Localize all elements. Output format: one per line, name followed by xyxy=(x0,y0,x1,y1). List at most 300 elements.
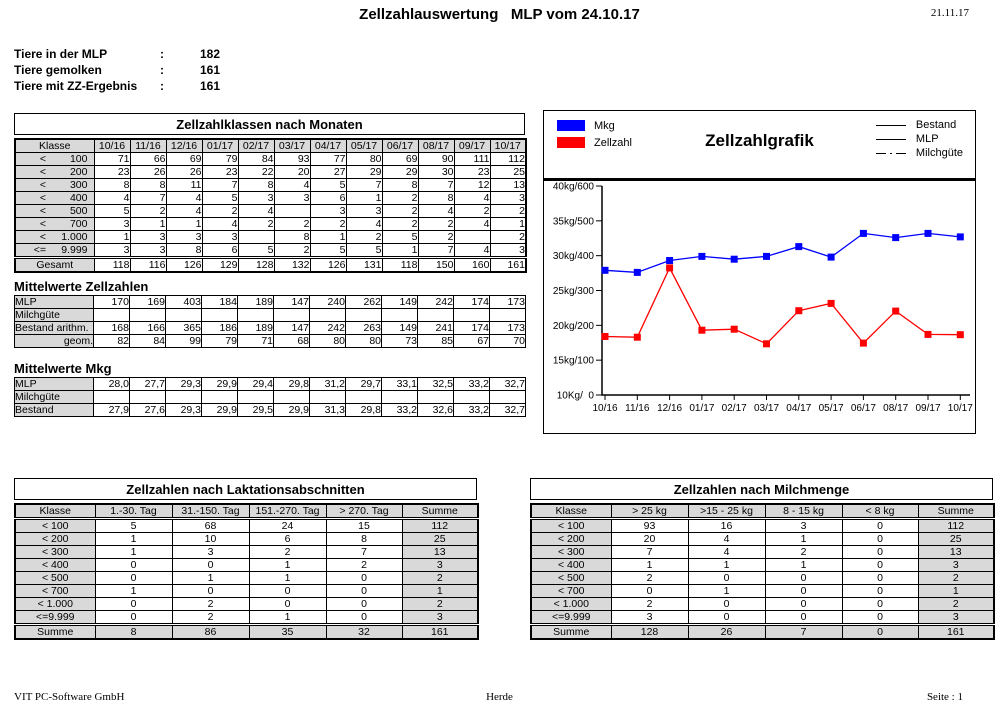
count-cell: 0 xyxy=(95,598,172,611)
count-cell: 2 xyxy=(172,598,249,611)
summary-value: 161 xyxy=(199,79,220,93)
count-cell: 2 xyxy=(326,559,402,572)
x-axis-tick-label: 05/17 xyxy=(818,403,844,414)
value-cell: 70 xyxy=(490,335,526,348)
count-cell: 0 xyxy=(95,572,172,585)
value-cell: 169 xyxy=(130,296,166,309)
legend-item xyxy=(876,146,963,160)
sum-cell: 25 xyxy=(918,533,994,546)
count-cell: 1 xyxy=(346,192,382,205)
count-cell xyxy=(274,205,310,218)
milk-table-title: Zellzahlen nach Milchmenge xyxy=(530,478,993,500)
total-cell: 160 xyxy=(454,258,490,273)
value-cell: 33,1 xyxy=(382,378,418,391)
count-cell: 3 xyxy=(238,192,274,205)
count-cell: 5 xyxy=(346,244,382,258)
value-cell: 33,2 xyxy=(454,404,490,417)
total-cell: 126 xyxy=(310,258,346,273)
legend-line-sample xyxy=(876,153,906,154)
count-cell: 0 xyxy=(249,598,326,611)
class-data-row xyxy=(15,611,478,625)
months-data-row xyxy=(15,153,526,166)
count-cell: 2 xyxy=(202,205,238,218)
klasse-value: 1.000 xyxy=(61,231,88,243)
mittelwerte-zellzahlen-table xyxy=(14,295,526,348)
months-data-row xyxy=(15,205,526,218)
klasse-value: 9.999 xyxy=(61,244,88,256)
count-cell: 0 xyxy=(172,559,249,572)
mittelwerte-mkg-section xyxy=(14,361,525,417)
count-cell: 0 xyxy=(842,546,918,559)
legend-label: Milchgüte xyxy=(915,147,963,159)
klasse-cell: < 200 xyxy=(531,533,611,546)
count-cell: 6 xyxy=(202,244,238,258)
value-cell xyxy=(202,391,238,404)
mittelwerte-row xyxy=(15,335,526,348)
x-axis-tick-label: 06/17 xyxy=(850,403,876,414)
sum-cell: 112 xyxy=(402,519,478,533)
count-cell: 23 xyxy=(94,166,130,179)
sum-cell: 3 xyxy=(402,611,478,625)
sum-cell: 13 xyxy=(918,546,994,559)
value-cell: 29,5 xyxy=(238,404,274,417)
class-data-row xyxy=(531,519,994,533)
y-axis-tick-label: 40kg/600 xyxy=(552,181,594,193)
count-cell: 23 xyxy=(454,166,490,179)
count-cell: 0 xyxy=(326,598,402,611)
count-cell: 2 xyxy=(454,205,490,218)
y-axis-tick-label: 30kg/400 xyxy=(552,251,594,263)
series-marker-mkg xyxy=(763,253,770,260)
column-header: 151.-270. Tag xyxy=(249,504,326,519)
klasse-cell xyxy=(15,218,94,231)
value-cell xyxy=(454,391,490,404)
value-cell: 80 xyxy=(310,335,346,348)
klasse-operator: < xyxy=(39,218,46,230)
value-cell xyxy=(94,309,130,322)
footer-report-name: Herde xyxy=(486,691,513,703)
series-marker-zellzahl xyxy=(957,331,964,338)
value-cell: 262 xyxy=(346,296,382,309)
month-column-header: 10/17 xyxy=(490,139,526,153)
count-cell: 4 xyxy=(454,244,490,258)
value-cell: 170 xyxy=(94,296,130,309)
months-table xyxy=(14,138,527,273)
value-cell: 71 xyxy=(238,335,274,348)
x-axis-tick-label: 04/17 xyxy=(786,403,812,414)
klasse-cell: < 500 xyxy=(15,572,95,585)
milk-table xyxy=(530,503,995,640)
count-cell: 0 xyxy=(765,585,842,598)
klasse-operator: < xyxy=(39,192,46,204)
count-cell: 4 xyxy=(688,546,765,559)
count-cell: 0 xyxy=(611,585,688,598)
series-marker-zellzahl xyxy=(666,264,673,271)
klasse-cell: < 700 xyxy=(531,585,611,598)
value-cell xyxy=(418,309,454,322)
legend-line-sample xyxy=(876,139,906,140)
count-cell: 4 xyxy=(454,218,490,231)
sum-cell: 1 xyxy=(402,585,478,598)
total-cell: 128 xyxy=(611,625,688,640)
klasse-value: 400 xyxy=(69,192,88,204)
sum-cell: 13 xyxy=(402,546,478,559)
value-cell: 242 xyxy=(418,296,454,309)
value-cell xyxy=(130,309,166,322)
y-axis-tick-label: 15kg/100 xyxy=(552,355,594,367)
klasse-cell xyxy=(15,244,94,258)
count-cell: 2 xyxy=(310,218,346,231)
count-cell: 0 xyxy=(95,559,172,572)
count-cell: 2 xyxy=(130,205,166,218)
month-column-header: 11/16 xyxy=(130,139,166,153)
series-marker-mkg xyxy=(860,230,867,237)
summary-separator: : xyxy=(160,63,164,77)
value-cell: 33,2 xyxy=(454,378,490,391)
value-cell: 80 xyxy=(346,335,382,348)
count-cell: 1 xyxy=(382,244,418,258)
value-cell xyxy=(238,391,274,404)
series-marker-zellzahl xyxy=(698,327,705,334)
chart-legend-box xyxy=(543,110,976,178)
count-cell: 0 xyxy=(688,611,765,625)
count-cell: 1 xyxy=(249,559,326,572)
count-cell: 0 xyxy=(326,611,402,625)
value-cell: 32,7 xyxy=(490,404,526,417)
count-cell: 2 xyxy=(490,205,526,218)
column-header: < 8 kg xyxy=(842,504,918,519)
value-cell: 28,0 xyxy=(94,378,130,391)
row-label: Milchgüte xyxy=(15,391,94,404)
total-cell: 150 xyxy=(418,258,454,273)
legend-item xyxy=(876,118,963,132)
series-marker-mkg xyxy=(602,267,609,274)
count-cell: 4 xyxy=(166,192,202,205)
count-cell: 0 xyxy=(842,585,918,598)
month-column-header: 12/16 xyxy=(166,139,202,153)
sum-cell: 112 xyxy=(918,519,994,533)
class-data-row xyxy=(15,533,478,546)
value-cell xyxy=(274,391,310,404)
month-column-header: 08/17 xyxy=(418,139,454,153)
series-marker-zellzahl xyxy=(795,307,802,314)
count-cell: 29 xyxy=(346,166,382,179)
class-data-row xyxy=(531,546,994,559)
count-cell: 2 xyxy=(611,598,688,611)
count-cell: 1 xyxy=(94,231,130,244)
value-cell xyxy=(166,391,202,404)
x-axis-tick-label: 08/17 xyxy=(883,403,909,414)
chart-axes xyxy=(602,186,970,395)
klasse-operator: <= xyxy=(33,244,46,256)
count-cell: 7 xyxy=(346,179,382,192)
class-total-row xyxy=(15,625,478,640)
series-marker-zellzahl xyxy=(602,333,609,340)
klasse-value: 300 xyxy=(69,179,88,191)
klasse-operator: < xyxy=(39,166,46,178)
count-cell: 7 xyxy=(202,179,238,192)
class-table-header-row xyxy=(531,504,994,519)
value-cell: 31,3 xyxy=(310,404,346,417)
total-cell: 129 xyxy=(202,258,238,273)
series-marker-zellzahl xyxy=(731,326,738,333)
series-marker-mkg xyxy=(892,234,899,241)
klasse-cell: < 1.000 xyxy=(531,598,611,611)
count-cell: 3 xyxy=(274,192,310,205)
count-cell: 0 xyxy=(172,585,249,598)
value-cell: 147 xyxy=(274,322,310,335)
value-cell xyxy=(490,391,526,404)
count-cell: 0 xyxy=(842,519,918,533)
value-cell: 79 xyxy=(202,335,238,348)
count-cell: 0 xyxy=(249,585,326,598)
klasse-operator: < xyxy=(39,153,46,165)
count-cell: 0 xyxy=(765,572,842,585)
series-marker-mkg xyxy=(666,257,673,264)
count-cell: 1 xyxy=(310,231,346,244)
value-cell: 184 xyxy=(202,296,238,309)
total-cell: 161 xyxy=(918,625,994,640)
count-cell: 112 xyxy=(490,153,526,166)
count-cell: 1 xyxy=(765,559,842,572)
total-cell: 118 xyxy=(94,258,130,273)
count-cell: 77 xyxy=(310,153,346,166)
klasse-cell: < 200 xyxy=(15,533,95,546)
value-cell: 31,2 xyxy=(310,378,346,391)
y-axis-tick-label: 10Kg/ 0 xyxy=(556,390,594,402)
month-column-header: 06/17 xyxy=(382,139,418,153)
month-column-header: 03/17 xyxy=(274,139,310,153)
count-cell xyxy=(238,231,274,244)
series-marker-zellzahl xyxy=(892,308,899,315)
value-cell: 29,7 xyxy=(346,378,382,391)
count-cell: 4 xyxy=(94,192,130,205)
sum-cell: 2 xyxy=(402,572,478,585)
count-cell: 2 xyxy=(274,218,310,231)
x-axis-tick-label: 01/17 xyxy=(689,403,715,414)
months-data-row xyxy=(15,166,526,179)
count-cell: 1 xyxy=(166,218,202,231)
series-marker-zellzahl xyxy=(828,300,835,307)
value-cell: 149 xyxy=(382,322,418,335)
mittelwerte-mkg-table xyxy=(14,377,526,417)
value-cell: 166 xyxy=(130,322,166,335)
sum-cell: 2 xyxy=(918,572,994,585)
column-header: 31.-150. Tag xyxy=(172,504,249,519)
count-cell: 6 xyxy=(249,533,326,546)
count-cell: 4 xyxy=(454,192,490,205)
series-marker-mkg xyxy=(698,253,705,260)
count-cell: 2 xyxy=(238,218,274,231)
count-cell: 10 xyxy=(172,533,249,546)
value-cell: 27,6 xyxy=(130,404,166,417)
mittelwerte-row xyxy=(15,309,526,322)
row-label: Milchgüte xyxy=(15,309,94,322)
total-cell: 161 xyxy=(402,625,478,640)
series-marker-zellzahl xyxy=(634,334,641,341)
count-cell: 2 xyxy=(490,231,526,244)
sum-cell: 3 xyxy=(918,611,994,625)
count-cell: 11 xyxy=(166,179,202,192)
count-cell: 3 xyxy=(172,546,249,559)
value-cell xyxy=(454,309,490,322)
month-column-header: 04/17 xyxy=(310,139,346,153)
count-cell: 90 xyxy=(418,153,454,166)
count-cell: 1 xyxy=(688,585,765,598)
count-cell: 2 xyxy=(249,546,326,559)
total-cell: 35 xyxy=(249,625,326,640)
count-cell: 2 xyxy=(172,611,249,625)
lactation-table xyxy=(14,503,479,640)
total-cell: 131 xyxy=(346,258,382,273)
count-cell: 80 xyxy=(346,153,382,166)
count-cell: 1 xyxy=(249,572,326,585)
class-data-row xyxy=(531,559,994,572)
value-cell: 242 xyxy=(310,322,346,335)
legend-label: Bestand xyxy=(915,119,957,131)
value-cell xyxy=(130,391,166,404)
value-cell: 27,9 xyxy=(94,404,130,417)
sum-cell: 1 xyxy=(918,585,994,598)
klasse-cell xyxy=(15,179,94,192)
x-axis-tick-label: 12/16 xyxy=(657,403,683,414)
series-marker-zellzahl xyxy=(925,331,932,338)
count-cell: 3 xyxy=(490,192,526,205)
klasse-operator: < xyxy=(39,179,46,191)
series-marker-mkg xyxy=(634,269,641,276)
count-cell: 13 xyxy=(490,179,526,192)
column-header: >15 - 25 kg xyxy=(688,504,765,519)
total-label: Summe xyxy=(531,625,611,640)
value-cell: 241 xyxy=(418,322,454,335)
class-data-row xyxy=(531,533,994,546)
count-cell: 3 xyxy=(346,205,382,218)
count-cell: 111 xyxy=(454,153,490,166)
class-data-row xyxy=(15,585,478,598)
total-cell: 128 xyxy=(238,258,274,273)
lactation-table-title: Zellzahlen nach Laktationsabschnitten xyxy=(14,478,477,500)
row-label: geom. xyxy=(15,335,94,348)
y-axis-tick-label: 25kg/300 xyxy=(552,286,594,297)
legend-item xyxy=(876,132,963,146)
month-column-header: 09/17 xyxy=(454,139,490,153)
count-cell: 5 xyxy=(310,244,346,258)
count-cell: 4 xyxy=(346,218,382,231)
value-cell: 365 xyxy=(166,322,202,335)
count-cell: 8 xyxy=(326,533,402,546)
count-cell: 1 xyxy=(95,533,172,546)
count-cell: 2 xyxy=(274,244,310,258)
footer-company: VIT PC-Software GmbH xyxy=(14,691,125,703)
count-cell: 0 xyxy=(326,585,402,598)
value-cell: 68 xyxy=(274,335,310,348)
value-cell: 67 xyxy=(454,335,490,348)
value-cell: 82 xyxy=(94,335,130,348)
herd-summary xyxy=(14,46,220,94)
class-data-row xyxy=(15,572,478,585)
klasse-cell: < 300 xyxy=(531,546,611,559)
count-cell: 0 xyxy=(95,611,172,625)
count-cell: 0 xyxy=(842,611,918,625)
chart-box xyxy=(543,178,976,434)
count-cell: 1 xyxy=(95,546,172,559)
print-date: 21.11.17 xyxy=(930,7,969,19)
value-cell: 29,9 xyxy=(274,404,310,417)
count-cell: 1 xyxy=(688,559,765,572)
y-axis-tick-label: 35kg/500 xyxy=(552,216,594,228)
series-marker-zellzahl xyxy=(763,340,770,347)
count-cell: 0 xyxy=(842,533,918,546)
count-cell: 5 xyxy=(95,519,172,533)
months-total-row xyxy=(15,258,526,273)
value-cell: 240 xyxy=(310,296,346,309)
value-cell: 32,5 xyxy=(418,378,454,391)
klasse-cell xyxy=(15,166,94,179)
count-cell: 71 xyxy=(94,153,130,166)
x-axis-tick-label: 09/17 xyxy=(915,403,941,414)
legend-label: Mkg xyxy=(594,119,615,132)
count-cell: 6 xyxy=(310,192,346,205)
count-cell: 3 xyxy=(202,231,238,244)
value-cell: 147 xyxy=(274,296,310,309)
count-cell: 3 xyxy=(130,231,166,244)
summary-label: Tiere in der MLP xyxy=(14,47,108,61)
row-label: MLP xyxy=(15,296,94,309)
count-cell: 2 xyxy=(382,218,418,231)
count-cell: 2 xyxy=(382,192,418,205)
count-cell: 1 xyxy=(490,218,526,231)
months-data-row xyxy=(15,179,526,192)
y-axis-tick-label: 20kg/200 xyxy=(552,320,594,332)
count-cell: 7 xyxy=(130,192,166,205)
count-cell: 22 xyxy=(238,166,274,179)
class-data-row xyxy=(15,546,478,559)
count-cell: 5 xyxy=(94,205,130,218)
value-cell: 29,9 xyxy=(202,404,238,417)
count-cell: 5 xyxy=(238,244,274,258)
value-cell: 403 xyxy=(166,296,202,309)
count-cell: 2 xyxy=(382,205,418,218)
count-cell: 3 xyxy=(310,205,346,218)
klasse-value: 500 xyxy=(69,205,88,217)
count-cell: 1 xyxy=(130,218,166,231)
klasse-cell xyxy=(15,231,94,244)
value-cell: 29,4 xyxy=(238,378,274,391)
klasse-cell xyxy=(15,205,94,218)
sum-cell: 25 xyxy=(402,533,478,546)
count-cell: 24 xyxy=(249,519,326,533)
series-line-mkg xyxy=(605,233,960,272)
series-marker-mkg xyxy=(795,243,802,250)
klasse-cell: < 400 xyxy=(531,559,611,572)
count-cell: 7 xyxy=(326,546,402,559)
count-cell: 84 xyxy=(238,153,274,166)
class-data-row xyxy=(531,611,994,625)
count-cell: 8 xyxy=(274,231,310,244)
count-cell: 4 xyxy=(202,218,238,231)
total-cell: 86 xyxy=(172,625,249,640)
series-marker-mkg xyxy=(731,256,738,263)
klasse-value: 200 xyxy=(69,166,88,178)
count-cell: 3 xyxy=(130,244,166,258)
value-cell: 186 xyxy=(202,322,238,335)
value-cell: 189 xyxy=(238,296,274,309)
months-data-row xyxy=(15,231,526,244)
summary-value: 161 xyxy=(199,63,220,77)
count-cell: 0 xyxy=(842,598,918,611)
count-cell: 0 xyxy=(765,611,842,625)
count-cell: 15 xyxy=(326,519,402,533)
